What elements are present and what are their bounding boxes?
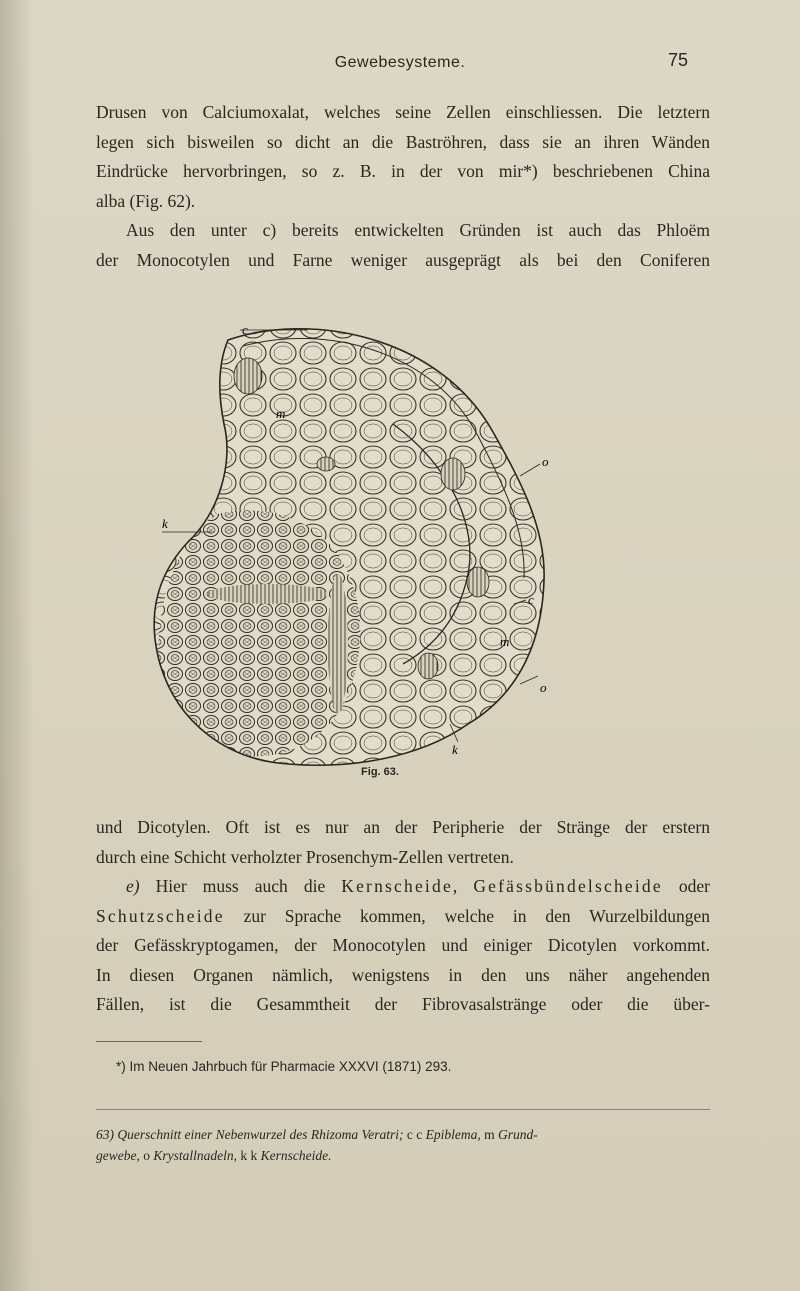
caption-line bbox=[96, 1124, 710, 1145]
label-m-lower: m bbox=[500, 634, 510, 649]
caption-line bbox=[96, 1145, 710, 1166]
label-c-right: c bbox=[528, 592, 534, 607]
text-line: Eindrücke hervorbringen, so z. B. in der von mir*) beschriebenen China bbox=[96, 161, 710, 181]
footnote-divider bbox=[96, 1041, 202, 1042]
figure-caption bbox=[96, 1124, 710, 1166]
text-fragment: oder bbox=[662, 876, 710, 896]
term-schutzscheide: Schutzscheide bbox=[96, 905, 225, 926]
figure-63-cross-section bbox=[148, 314, 578, 774]
text-line: Aus den unter c) bereits entwickelten Gründen ist auch das Phloëm bbox=[126, 220, 710, 240]
caption-key-o: o bbox=[143, 1148, 150, 1163]
figure-title: Fig. 63. bbox=[361, 766, 399, 778]
running-head: Gewebesysteme. bbox=[334, 54, 466, 71]
text-line: Drusen von Calciumoxalat, welches seine Zellen einschliessen. Die letztern bbox=[96, 102, 710, 122]
body-text-bottom bbox=[96, 813, 710, 1020]
caption-fragment: Krystallnadeln, bbox=[149, 1148, 241, 1163]
body-text-top bbox=[96, 98, 710, 275]
caption-key-c: c c bbox=[406, 1127, 423, 1142]
text-line: legen sich bisweilen so dicht an die Baströhren, dass sie an ihren Wänden bbox=[96, 131, 710, 152]
label-c-top: c bbox=[242, 322, 248, 337]
text-fragment: zur Sprache kommen, welche in den Wurzelbildungen bbox=[224, 905, 710, 926]
text-line: und Dicotylen. Oft ist es nur an der Peripherie der Stränge der erstern bbox=[96, 817, 710, 837]
caption-fragment: Grund- bbox=[494, 1127, 538, 1142]
label-o-lower: o bbox=[540, 680, 547, 695]
label-k-left: k bbox=[162, 516, 168, 531]
cell-tissue-drawing bbox=[148, 314, 578, 774]
caption-number: 63) bbox=[96, 1127, 114, 1142]
caption-fragment: Epiblema, bbox=[422, 1127, 485, 1142]
caption-fragment: gewebe, bbox=[96, 1148, 144, 1163]
text-line: In diesen Organen nämlich, wenigstens in den uns näher angehenden bbox=[96, 964, 710, 985]
footnote: *) Im Neuen Jahrbuch für Pharmacie XXXVI (1871) 293. bbox=[116, 1059, 452, 1074]
text-line bbox=[96, 902, 710, 932]
section-marker: e) bbox=[126, 876, 140, 896]
caption-key-m: m bbox=[484, 1127, 495, 1142]
text-fragment: Hier muss auch die bbox=[139, 876, 342, 896]
text-line bbox=[96, 872, 710, 902]
term-gefaessbuendelscheide: Gefässbündelscheide bbox=[473, 876, 663, 896]
label-o-upper: o bbox=[542, 454, 549, 469]
page-number: 75 bbox=[668, 50, 689, 70]
text-line: durch eine Schicht verholzter Prosenchym-Zellen vertreten. bbox=[96, 846, 514, 867]
label-k-bottom: k bbox=[452, 742, 458, 757]
caption-divider bbox=[96, 1109, 710, 1110]
text-line: Fällen, ist die Gesammtheit der Fibrovasalstränge oder die über- bbox=[96, 994, 710, 1014]
caption-fragment: Querschnitt einer Nebenwurzel des Rhizoma Veratri; bbox=[114, 1127, 407, 1142]
caption-key-k: k k bbox=[240, 1148, 258, 1163]
label-m-upper: m bbox=[276, 406, 286, 421]
caption-fragment: Kernscheide. bbox=[257, 1148, 332, 1163]
text-line: der Monocotylen und Farne weniger ausgeprägt als bei den Coniferen bbox=[96, 249, 710, 270]
term-kernscheide: Kernscheide bbox=[341, 876, 453, 896]
text-line: der Gefässkryptogamen, der Monocotylen und einiger Dicotylen vorkommt. bbox=[96, 935, 710, 955]
text-fragment: , bbox=[452, 876, 474, 896]
text-line: alba (Fig. 62). bbox=[96, 190, 196, 211]
